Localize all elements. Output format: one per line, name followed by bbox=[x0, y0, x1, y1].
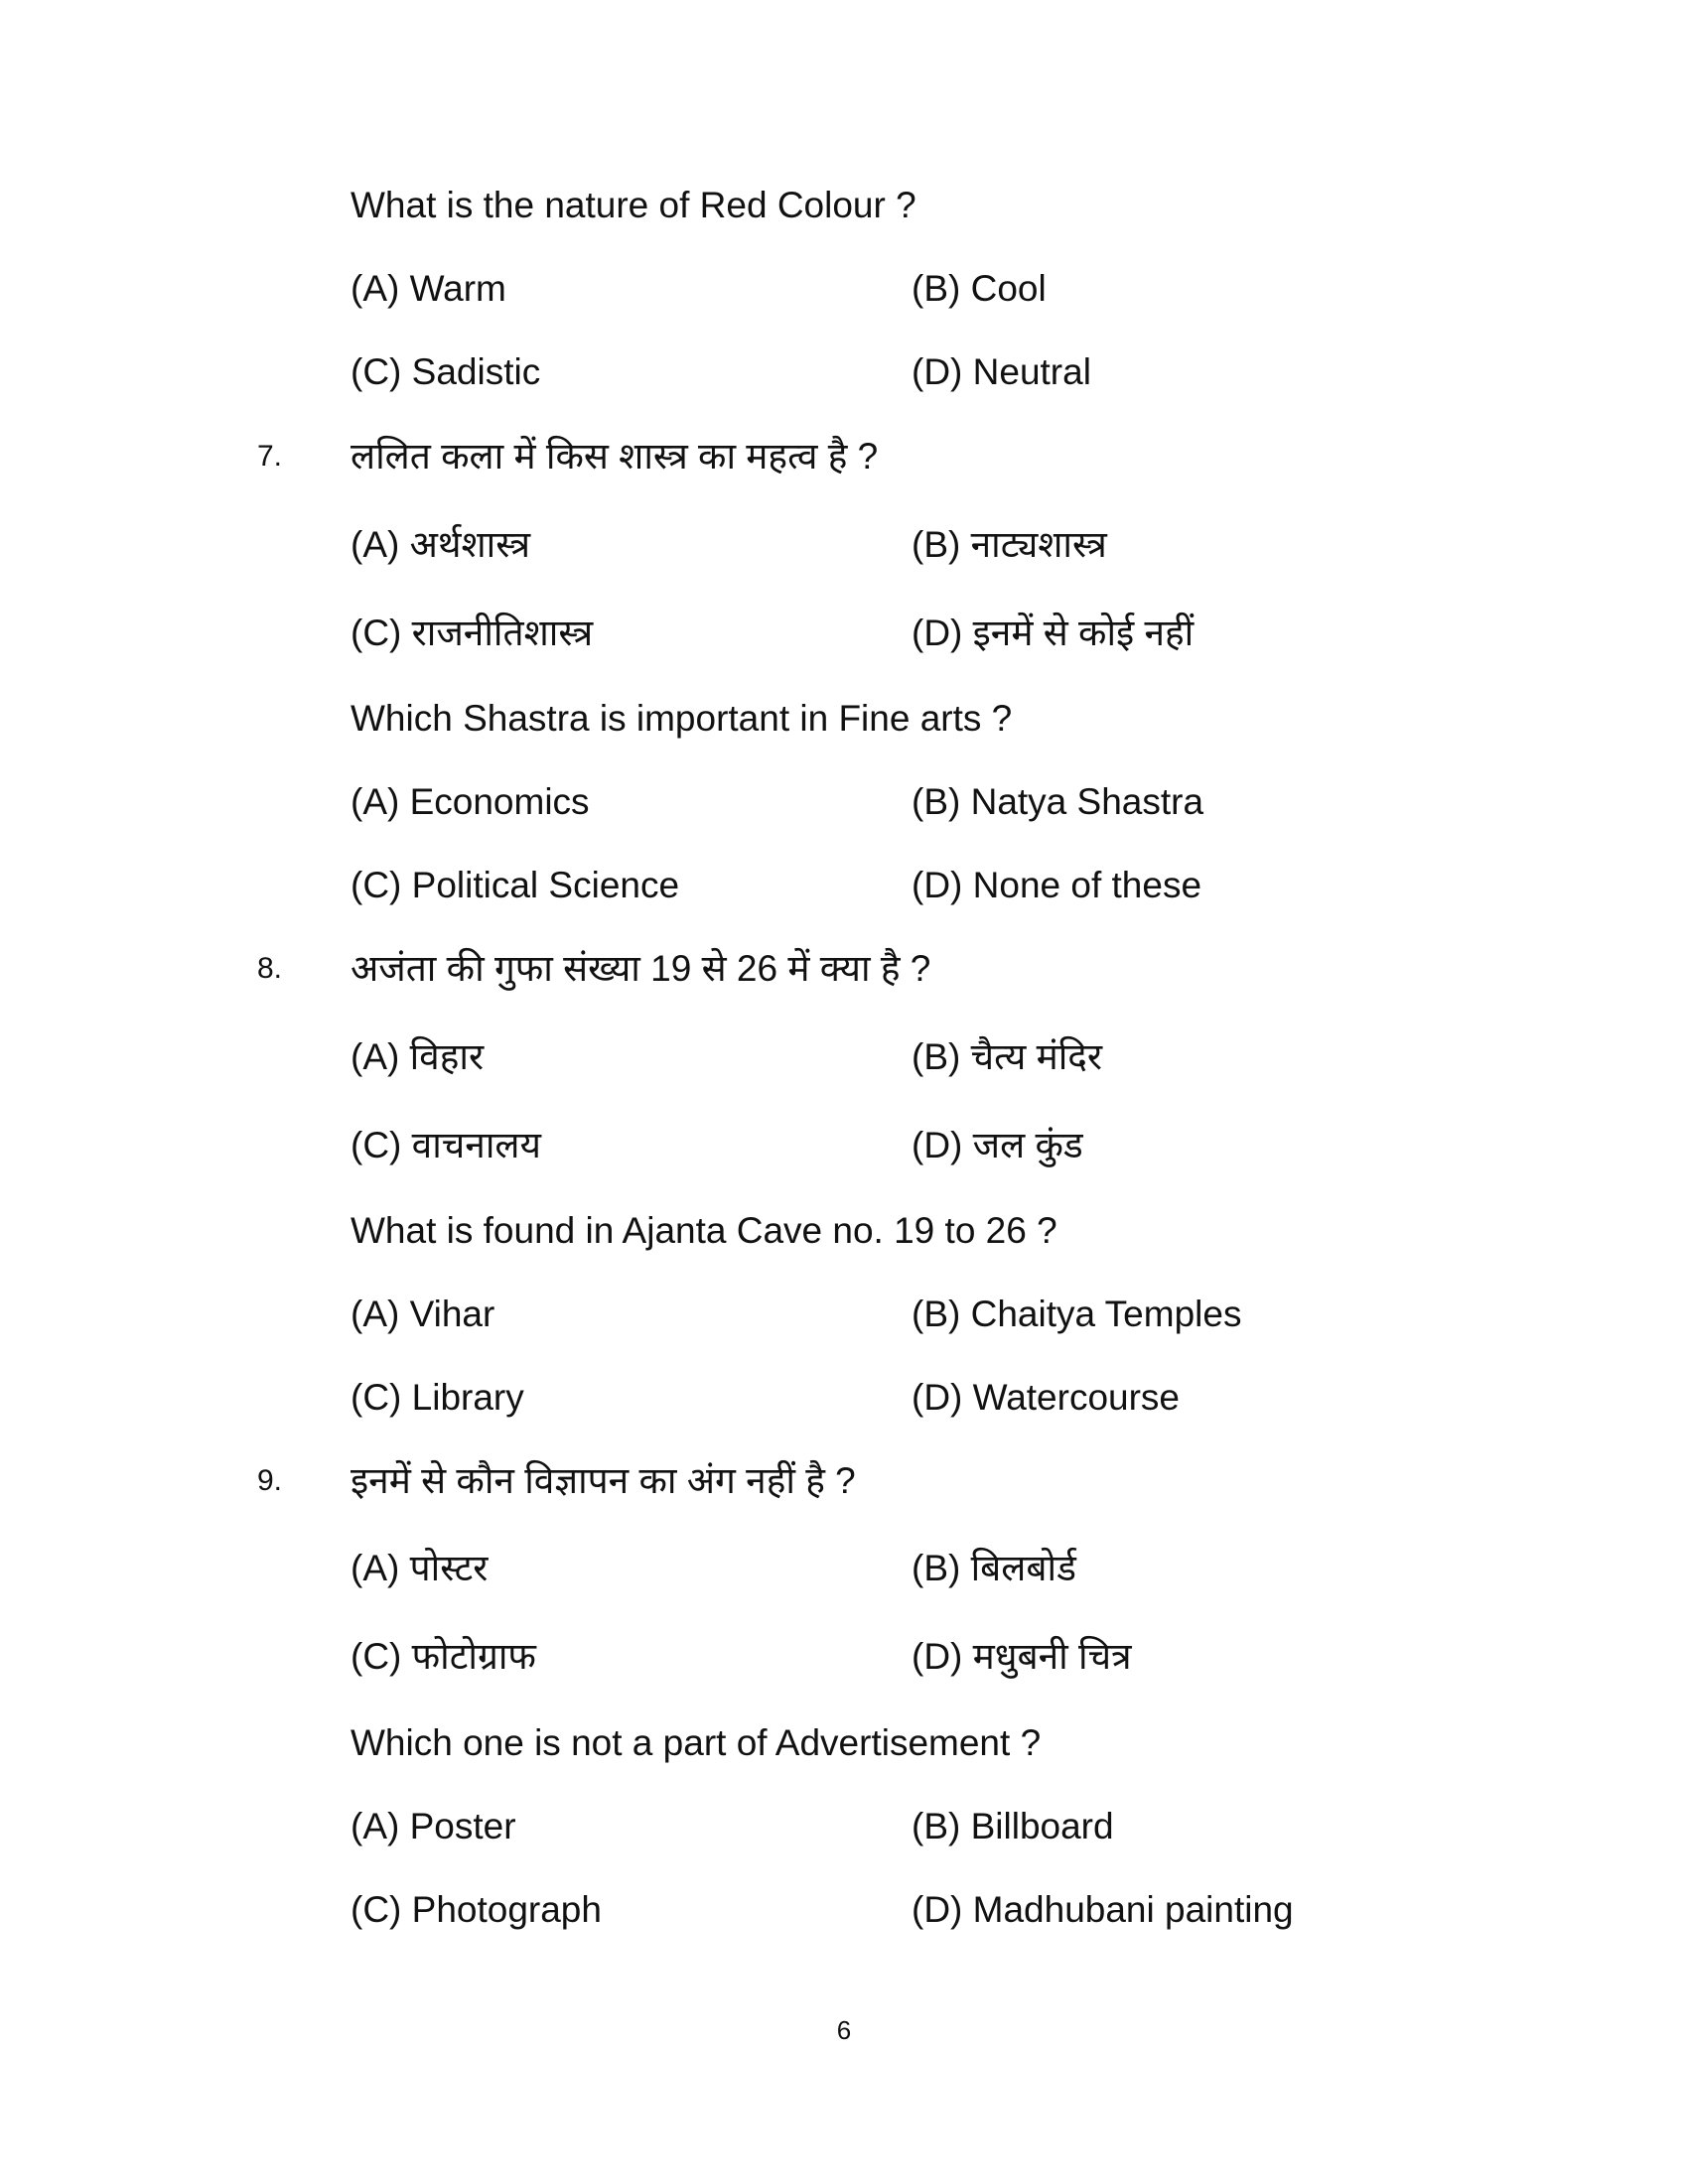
question-8-hindi-options-row-2 bbox=[0, 1116, 1688, 1175]
option-a: (A) Poster bbox=[351, 1806, 516, 1846]
question-8-hindi-options-row-1 bbox=[0, 1027, 1688, 1087]
question-8-english-stem-row bbox=[0, 1201, 1688, 1261]
option-d: (D) इनमें से कोई नहीं bbox=[912, 613, 1195, 653]
option-a: (A) पोस्टर bbox=[351, 1548, 489, 1588]
question-9-hindi-stem-row bbox=[0, 1451, 1688, 1511]
option-d: (D) Watercourse bbox=[912, 1377, 1181, 1418]
option-c: (C) वाचनालय bbox=[351, 1125, 541, 1165]
option-d: (D) मधुबनी चित्र bbox=[912, 1636, 1132, 1677]
question-9-english-options-row-1 bbox=[0, 1797, 1688, 1856]
option-b: (B) Chaitya Temples bbox=[912, 1294, 1242, 1334]
option-a: (A) Vihar bbox=[351, 1294, 495, 1334]
option-c: (C) Photograph bbox=[351, 1889, 602, 1930]
question-number: 7. bbox=[257, 440, 283, 473]
option-d: (D) जल कुंड bbox=[912, 1125, 1083, 1165]
option-a: (A) Economics bbox=[351, 781, 590, 822]
question-8-english-options-row-2 bbox=[0, 1368, 1688, 1428]
question-number: 9. bbox=[257, 1464, 283, 1497]
question-stem: Which one is not a part of Advertisement ? bbox=[351, 1722, 1042, 1763]
question-stem-hindi: अजंता की गुफा संख्या 19 से 26 में क्या है ? bbox=[351, 948, 931, 989]
option-b: (B) Billboard bbox=[912, 1806, 1114, 1846]
question-6-english-options-row-2 bbox=[0, 342, 1688, 402]
question-8-hindi-stem-row bbox=[0, 939, 1688, 999]
option-c: (C) राजनीतिशास्त्र bbox=[351, 613, 594, 653]
option-a: (A) Warm bbox=[351, 268, 506, 309]
option-b: (B) Natya Shastra bbox=[912, 781, 1204, 822]
option-c: (C) फोटोग्राफ bbox=[351, 1636, 536, 1677]
option-a: (A) अर्थशास्त्र bbox=[351, 524, 531, 565]
question-7-hindi-stem-row bbox=[0, 427, 1688, 486]
option-d: (D) None of these bbox=[912, 865, 1202, 905]
question-9-english-stem-row bbox=[0, 1713, 1688, 1773]
option-a: (A) विहार bbox=[351, 1036, 485, 1077]
question-stem-hindi: ललित कला में किस शास्त्र का महत्व है ? bbox=[351, 436, 879, 477]
option-d: (D) Neutral bbox=[912, 351, 1091, 392]
option-c: (C) Sadistic bbox=[351, 351, 541, 392]
page-number: 6 bbox=[836, 2015, 852, 2045]
question-stem: What is the nature of Red Colour ? bbox=[351, 185, 916, 225]
option-d: (D) Madhubani painting bbox=[912, 1889, 1294, 1930]
option-c: (C) Political Science bbox=[351, 865, 680, 905]
option-b: (B) बिलबोर्ड bbox=[912, 1548, 1076, 1588]
question-7-english-options-row-2 bbox=[0, 856, 1688, 915]
question-9-hindi-options-row-1 bbox=[0, 1539, 1688, 1598]
option-b: (B) चैत्य मंदिर bbox=[912, 1036, 1103, 1077]
question-stem: What is found in Ajanta Cave no. 19 to 26 ? bbox=[351, 1210, 1057, 1251]
question-stem-hindi: इनमें से कौन विज्ञापन का अंग नहीं है ? bbox=[351, 1460, 856, 1501]
question-6-english-options-row-1 bbox=[0, 259, 1688, 319]
option-b: (B) Cool bbox=[912, 268, 1047, 309]
question-9-english-options-row-2 bbox=[0, 1880, 1688, 1940]
option-b: (B) नाट्यशास्त्र bbox=[912, 524, 1107, 565]
question-7-english-options-row-1 bbox=[0, 772, 1688, 832]
question-number: 8. bbox=[257, 952, 283, 985]
question-8-english-options-row-1 bbox=[0, 1285, 1688, 1344]
option-c: (C) Library bbox=[351, 1377, 524, 1418]
question-7-hindi-options-row-2 bbox=[0, 604, 1688, 663]
question-6-english-stem-row bbox=[0, 176, 1688, 235]
question-7-english-stem-row bbox=[0, 689, 1688, 749]
question-7-hindi-options-row-1 bbox=[0, 515, 1688, 575]
question-stem: Which Shastra is important in Fine arts ? bbox=[351, 698, 1013, 739]
question-9-hindi-options-row-2 bbox=[0, 1627, 1688, 1687]
